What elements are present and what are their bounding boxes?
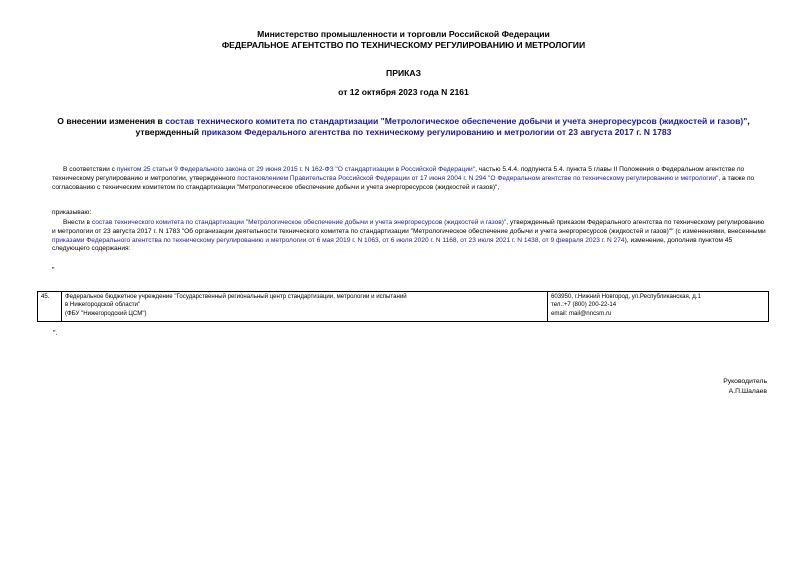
contact-phone: тел.:+7 (800) 200-22-14 bbox=[551, 301, 617, 309]
organization-line: в Нижегородской области" bbox=[65, 301, 141, 309]
title-text: , утвержденный bbox=[135, 116, 750, 137]
document-header bbox=[0, 29, 807, 51]
paragraph-text: Внести в bbox=[63, 219, 92, 226]
quote-open: " bbox=[52, 267, 55, 274]
ministry-name: Министерство промышленности и торговли Российской Федерации bbox=[257, 29, 550, 39]
link-federal-law[interactable]: пунктом 25 статьи 9 Федерального закона от 29 июня 2015 г. N 162-ФЗ "О стандартизации в Российской Федерации" bbox=[116, 166, 476, 173]
contact-address: 603950, г.Нижний Новгород, ул.Республиканская, д.1 bbox=[551, 293, 701, 300]
paragraph-text: , а также по согласованию с техническим комитетом по стандартизации "Метрологическое обеспечение добычи и учета энергоресурсов (жидкостей и газов)", bbox=[52, 174, 755, 191]
link-committee-composition[interactable]: состав технического комитета по стандартизации "Метрологическое обеспечение добычи и учета энергоресурсов (жидкостей и газов)" bbox=[91, 219, 507, 226]
amendment-table bbox=[37, 291, 769, 322]
paragraph-text: ), изменение, дополнив пунктом 45 следующего содержания: bbox=[52, 236, 733, 253]
organization-cell bbox=[62, 292, 548, 322]
organization-line: Федеральное бюджетное учреждение "Государственный региональный центр стандартизации, метрологии и испытаний bbox=[65, 293, 407, 300]
agency-name: ФЕДЕРАЛЬНОЕ АГЕНТСТВО ПО ТЕХНИЧЕСКОМУ РЕГУЛИРОВАНИЮ И МЕТРОЛОГИИ bbox=[221, 40, 586, 50]
link-government-decree[interactable]: постановлением Правительства Российской Федерации от 17 июня 2004 г. N 294 "О Федеральном агентстве по техническому регулированию и метрологии" bbox=[237, 174, 719, 182]
paragraph-text: , утвержденный приказом Федерального агентства по техническому регулированию и метрологии от 23 августа 2017 г. N 1783 "Об организации деятельности технического комитета по стандартизации "Метрологическое обеспечение добычи и учета энергоресурсов (жидкостей и газов)"" (с изменениями, внесенными bbox=[52, 219, 766, 235]
paragraph-basis bbox=[52, 166, 768, 192]
signature-block bbox=[723, 377, 767, 397]
quote-close: ". bbox=[53, 330, 58, 337]
link-amending-orders[interactable]: приказами Федерального агентства по техническому регулированию и метрологии от 6 мая 2019 г. N 1063, от 6 июля 2020 г. N 1168, от 23 июля 2021 г. N 1438, от 9 февраля 2023 г. N 274 bbox=[52, 236, 625, 244]
paragraph-text: , частью 5.4.4. подпункта 5.4. пункта 5 главы II Положения о Федеральном агентстве по техническому регулированию и метрологии, утвержденного bbox=[52, 166, 745, 182]
signature-name: А.П.Шалаев bbox=[728, 388, 767, 395]
contact-email: email: mail@nncsm.ru bbox=[551, 309, 612, 317]
document-title bbox=[40, 116, 767, 138]
title-link-order[interactable]: приказом Федерального агентства по техническому регулированию и метрологии от 23 августа 2017 г. N 1783 bbox=[201, 127, 672, 137]
title-link-committee[interactable]: состав технического комитета по стандартизации "Метрологическое обеспечение добычи и учета энергоресурсов (жидкостей и газов)" bbox=[165, 116, 748, 126]
paragraph-text: В соответствии с bbox=[63, 166, 117, 173]
organization-line: (ФБУ "Нижегородский ЦСМ") bbox=[65, 309, 147, 317]
doc-type: ПРИКАЗ bbox=[386, 68, 421, 78]
title-text: О внесении изменения в bbox=[57, 116, 166, 126]
row-number: 45. bbox=[38, 292, 62, 322]
paragraph-order-word: приказываю: bbox=[52, 209, 92, 216]
table-row bbox=[38, 292, 769, 322]
doc-date-line: от 12 октября 2023 года N 2161 bbox=[338, 87, 469, 97]
signature-role: Руководитель bbox=[723, 378, 767, 385]
contact-cell bbox=[548, 292, 769, 322]
paragraph-amendment bbox=[52, 219, 768, 254]
